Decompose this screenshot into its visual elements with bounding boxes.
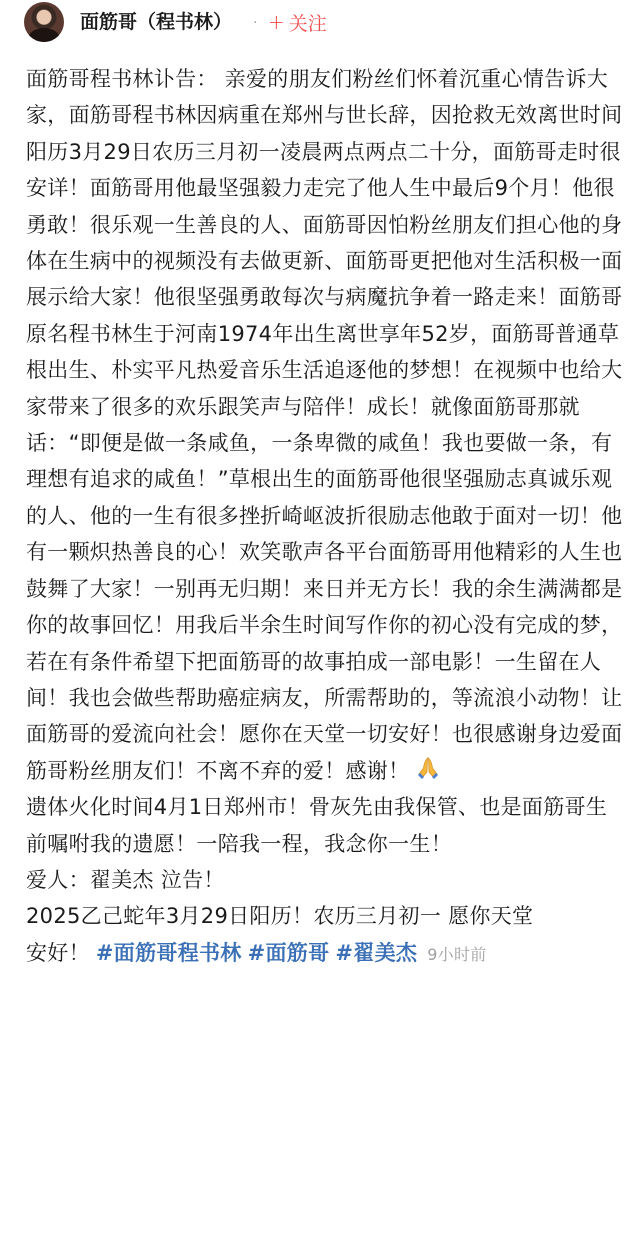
hashtag-link[interactable]: #面筋哥 xyxy=(247,940,330,965)
hashtag-link[interactable]: #翟美杰 xyxy=(335,940,418,965)
post-text-main: 面筋哥程书林讣告： 亲爱的朋友们粉丝们怀着沉重心情告诉大家，面筋哥程书林因病重在郑州与世长辞，因抢救无效离世时间阳历3月29日农历三月初一凌晨两点两点二十分，面筋哥走时很安详！面筋哥用他最坚强毅力走完了他人生中最后9个月！他很勇敢！很乐观一生善良的人、面筋哥因怕粉丝朋友们担心他的身体在生病中的视频没有去做更新、面筋哥更把他对生活积极一面展示给大家！他很坚强勇敢每次与病魔抗争着一路走来！面筋哥原名程书林生于河南1974年出生离世享年52岁，面筋哥普通草根出生、朴实平凡热爱音乐生活追逐他的梦想！在视频中也给大家带来了很多的欢乐跟笑声与陪伴！成长！就像面筋哥那就话：“即便是做一条咸鱼，一条卑微的咸鱼！我也要做一条，有理想有追求的咸鱼！”草根出生的面筋哥他很坚强励志真诚乐观的人、他的一生有很多挫折崎岖波折很励志他敢于面对一切！他有一颗炽热善良的心！欢笑歌声各平台面筋哥用他精彩的人生也鼓舞了大家！一别再无归期！来日并无方长！我的余生满满都是你的故事回忆！用我后半余生时间写作你的初心没有完成的梦，若在有条件希望下把面筋哥的故事拍成一部电影！一生留在人间！我也会做些帮助癌症病友，所需帮助的，等流浪小动物！让面筋哥的爱流向社会！愿你在天堂一切安好！也很感谢身边爱面筋哥粉丝朋友们！不离不弃的爱！感谢！ xyxy=(26,67,623,783)
post-paragraph xyxy=(26,61,626,789)
footer-text: 安好！ xyxy=(26,940,90,965)
separator-dot: · xyxy=(253,15,258,31)
plus-icon: + xyxy=(268,10,285,34)
follow-button[interactable] xyxy=(268,6,327,38)
timestamp: 9小时前 xyxy=(427,944,487,964)
author-name[interactable]: 面筋哥（程书林） xyxy=(80,11,233,33)
post-body xyxy=(26,61,626,973)
follow-label: 关注 xyxy=(288,12,327,35)
avatar[interactable] xyxy=(24,2,64,42)
avatar-figure xyxy=(28,28,60,42)
post-header xyxy=(0,0,640,44)
post-paragraph: 爱人：翟美杰 泣告！ xyxy=(26,867,225,892)
post-footer xyxy=(26,935,626,973)
post-paragraph: 2025乙己蛇年3月29日阳历！农历三月初一 愿你天堂 xyxy=(26,904,534,929)
post-paragraph: 遗体火化时间4月1日郑州市！骨灰先由我保管、也是面筋哥生前嘱咐我的遗愿！一陪我一程，我念你一生！ xyxy=(26,795,608,856)
hashtag-link[interactable]: #面筋哥程书林 xyxy=(95,940,242,965)
pray-icon xyxy=(415,755,441,781)
